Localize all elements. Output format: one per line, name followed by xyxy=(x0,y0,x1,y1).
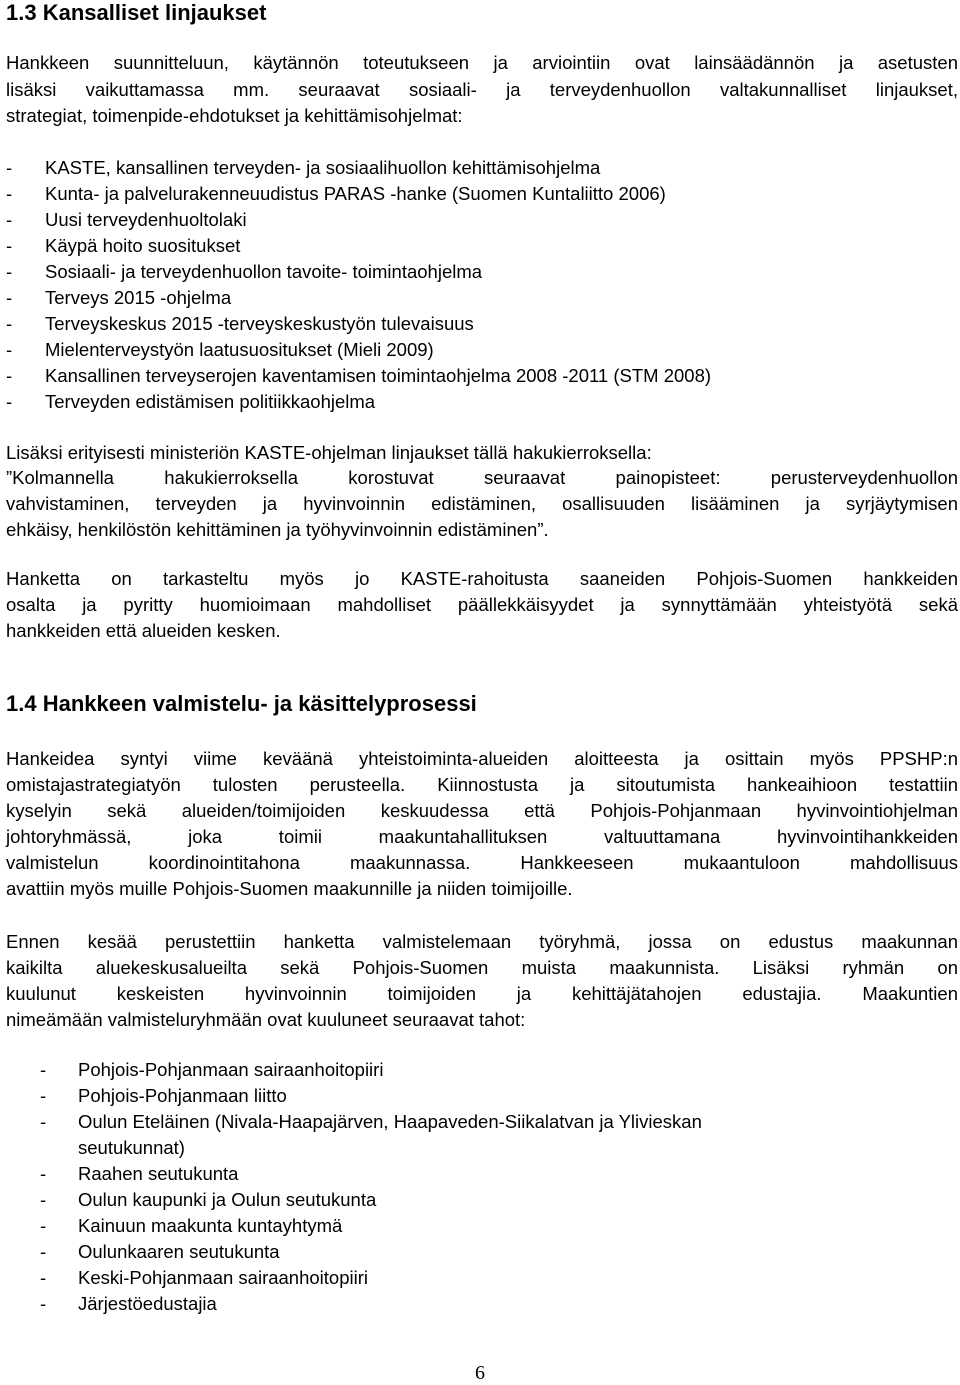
intro-line: strategiat, toimenpide-ehdotukset ja kehittämisohjelmat: xyxy=(6,105,463,126)
list-item: - Kansallinen terveyserojen kaventamisen toimintaohjelma 2008 -2011 (STM 2008) xyxy=(6,365,712,386)
list-item: - Järjestöedustajia xyxy=(40,1293,217,1314)
list-item: - Pohjois-Pohjanmaan liitto xyxy=(40,1085,287,1106)
quote-line: ehkäisy, henkilöstön kehittäminen ja työhyvinvoinnin edistäminen”. xyxy=(6,519,549,540)
paragraph-line: Ennen kesää perustettiin hanketta valmistelemaan työryhmä, jossa on edustus maakunnan xyxy=(6,931,958,952)
preparation-group-list xyxy=(40,1057,702,1317)
paragraph-line: omistajastrategiatyön tulosten perusteella. Kiinnostusta ja sitoutumista hankeaihioon testattiin xyxy=(6,774,958,795)
section-1-4-heading: 1.4 Hankkeen valmistelu- ja käsittelyprosessi xyxy=(6,691,477,716)
list-item: - Terveyskeskus 2015 -terveyskeskustyön tulevaisuus xyxy=(6,313,474,334)
paragraph-line: Hankeidea syntyi viime keväänä yhteistoiminta-alueiden aloitteesta ja osittain myös PPSHP:n xyxy=(6,748,958,769)
paragraph-line: hankkeiden että alueiden kesken. xyxy=(6,620,281,641)
intro-line: Hankkeen suunnitteluun, käytännön toteutukseen ja arviointiin ovat lainsäädännön ja asetusten xyxy=(6,52,958,73)
list-item: - Kunta- ja palvelurakenneuudistus PARAS -hanke (Suomen Kuntaliitto 2006) xyxy=(6,183,666,204)
paragraph-line: avattiin myös muille Pohjois-Suomen maakunnille ja niiden toimijoille. xyxy=(6,878,573,899)
list-item: - Raahen seutukunta xyxy=(40,1163,239,1184)
paragraph-line: kuulunut keskeisten hyvinvoinnin toimijoiden ja kehittäjätahojen edustajia. Maakuntien xyxy=(6,983,958,1004)
paragraph-line: osalta ja pyritty huomioimaan mahdolliset päällekkäisyydet ja synnyttämään yhteistyötä sekä xyxy=(6,594,958,615)
intro-line: lisäksi vaikuttamassa mm. seuraavat sosiaali- ja terveydenhuollon valtakunnalliset linjaukset, xyxy=(6,79,958,100)
paragraph-line: kaikilta aluekeskusalueilta sekä Pohjois-Suomen muista maakunnista. Lisäksi ryhmän on xyxy=(6,957,958,978)
list-item: - Oulunkaaren seutukunta xyxy=(40,1241,280,1262)
list-item: - Pohjois-Pohjanmaan sairaanhoitopiiri xyxy=(40,1059,384,1080)
list-item: - Oulun kaupunki ja Oulun seutukunta xyxy=(40,1189,377,1210)
section-1-3-heading: 1.3 Kansalliset linjaukset xyxy=(6,0,267,25)
list-item: - Terveyden edistämisen politiikkaohjelma xyxy=(6,391,376,412)
list-item: - Sosiaali- ja terveydenhuollon tavoite- toimintaohjelma xyxy=(6,261,483,282)
list-item: - Käypä hoito suositukset xyxy=(6,235,241,256)
page-number: 6 xyxy=(475,1362,485,1384)
paragraph-line: kyselyin sekä alueiden/toimijoiden keskuudessa että Pohjois-Pohjanmaan hyvinvointiohjelman xyxy=(6,800,958,821)
paragraph-line: Hanketta on tarkasteltu myös jo KASTE-rahoitusta saaneiden Pohjois-Suomen hankkeiden xyxy=(6,568,958,589)
quote-line: ”Kolmannella hakukierroksella korostuvat seuraavat painopisteet: perusterveydenhuollon xyxy=(6,467,958,488)
list-item: - Oulun Eteläinen (Nivala-Haapajärven, Haapaveden-Siikalatvan ja Ylivieskan xyxy=(40,1111,702,1132)
list-item: - Uusi terveydenhuoltolaki xyxy=(6,209,247,230)
list-item-continuation: seutukunnat) xyxy=(78,1137,185,1158)
paragraph-line: valmistelun koordinointitahona maakunnassa. Hankkeeseen mukaantuloon mahdollisuus xyxy=(6,852,958,873)
list-item: - Terveys 2015 -ohjelma xyxy=(6,287,232,308)
kaste-intro: Lisäksi erityisesti ministeriön KASTE-ohjelman linjaukset tällä hakukierroksella: xyxy=(6,442,652,463)
list-item: - Keski-Pohjanmaan sairaanhoitopiiri xyxy=(40,1267,368,1288)
paragraph-line: nimeämään valmisteluryhmään ovat kuuluneet seuraavat tahot: xyxy=(6,1009,526,1030)
list-item: - Kainuun maakunta kuntayhtymä xyxy=(40,1215,343,1236)
national-guidelines-list xyxy=(6,155,711,415)
paragraph-line: johtoryhmässä, joka toimii maakuntahallituksen valtuuttamana hyvinvointihankkeiden xyxy=(6,826,958,847)
list-item: - Mielenterveystyön laatusuositukset (Mieli 2009) xyxy=(6,339,434,360)
list-item: - KASTE, kansallinen terveyden- ja sosiaalihuollon kehittämisohjelma xyxy=(6,157,601,178)
quote-line: vahvistaminen, terveyden ja hyvinvoinnin edistäminen, osallisuuden lisääminen ja syrjäytymisen xyxy=(6,493,958,514)
